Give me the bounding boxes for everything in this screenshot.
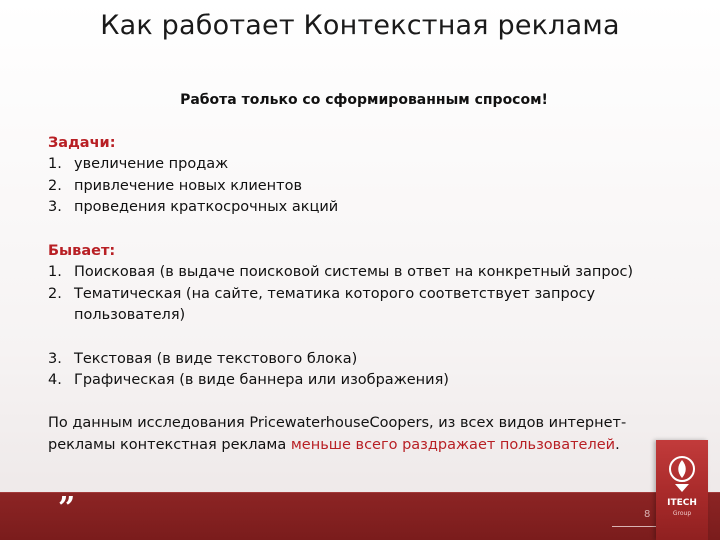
company-logo xyxy=(656,440,708,540)
list-item-number: 2. xyxy=(48,285,62,302)
list-item-text: Поисковая (в выдаче поисковой системы в ответ на конкретный запрос) xyxy=(74,264,634,281)
list-item xyxy=(48,262,668,284)
list-item-number: 3. xyxy=(48,199,62,216)
list-item-text: Графическая (в виде баннера или изображения) xyxy=(74,372,449,389)
list-item-text: Тематическая (на сайте, тематика которого соответствует запросу пользователя) xyxy=(74,285,596,324)
conclusion-highlight: меньше всего раздражает пользователей xyxy=(290,436,616,453)
tasks-heading: Задачи: xyxy=(48,134,116,151)
tasks-list xyxy=(48,154,668,219)
list-item xyxy=(48,154,668,176)
list-item xyxy=(48,176,668,198)
list-item-number: 2. xyxy=(48,177,62,194)
types-list xyxy=(48,262,668,327)
page-number-underline xyxy=(612,526,656,527)
conclusion-end: . xyxy=(615,436,620,453)
list-item-text: увеличение продаж xyxy=(74,156,229,173)
slide-subtitle: Работа только со сформированным спросом! xyxy=(180,92,548,108)
types-heading: Бывает: xyxy=(48,242,116,259)
types-list-continued xyxy=(48,349,668,392)
logo-text: ITECH xyxy=(667,498,697,508)
slide-title: Как работает Контекстная реклама xyxy=(100,10,620,41)
logo-subtext: Group xyxy=(672,510,692,517)
list-item xyxy=(48,197,668,219)
page-number: 8 xyxy=(644,509,651,520)
list-item xyxy=(48,284,668,327)
conclusion-paragraph xyxy=(48,413,668,456)
list-item xyxy=(48,349,668,371)
list-item-text: привлечение новых клиентов xyxy=(74,177,303,194)
list-item-number: 4. xyxy=(48,372,62,389)
conclusion-text: По данным исследования PricewaterhouseCoopers, из всех видов интернет-рекламы контекстная реклама xyxy=(48,415,627,453)
list-item-number: 1. xyxy=(48,156,62,173)
logo-emblem-icon xyxy=(667,454,697,494)
list-item-text: проведения краткосрочных акций xyxy=(74,199,339,216)
slide-body xyxy=(48,90,668,457)
list-item-number: 1. xyxy=(48,264,62,281)
list-item xyxy=(48,370,668,392)
list-item-number: 3. xyxy=(48,350,62,367)
list-item-text: Текстовая (в виде текстового блока) xyxy=(74,350,358,367)
quote-mark-icon: ” xyxy=(58,491,76,526)
footer-bar xyxy=(0,492,720,540)
